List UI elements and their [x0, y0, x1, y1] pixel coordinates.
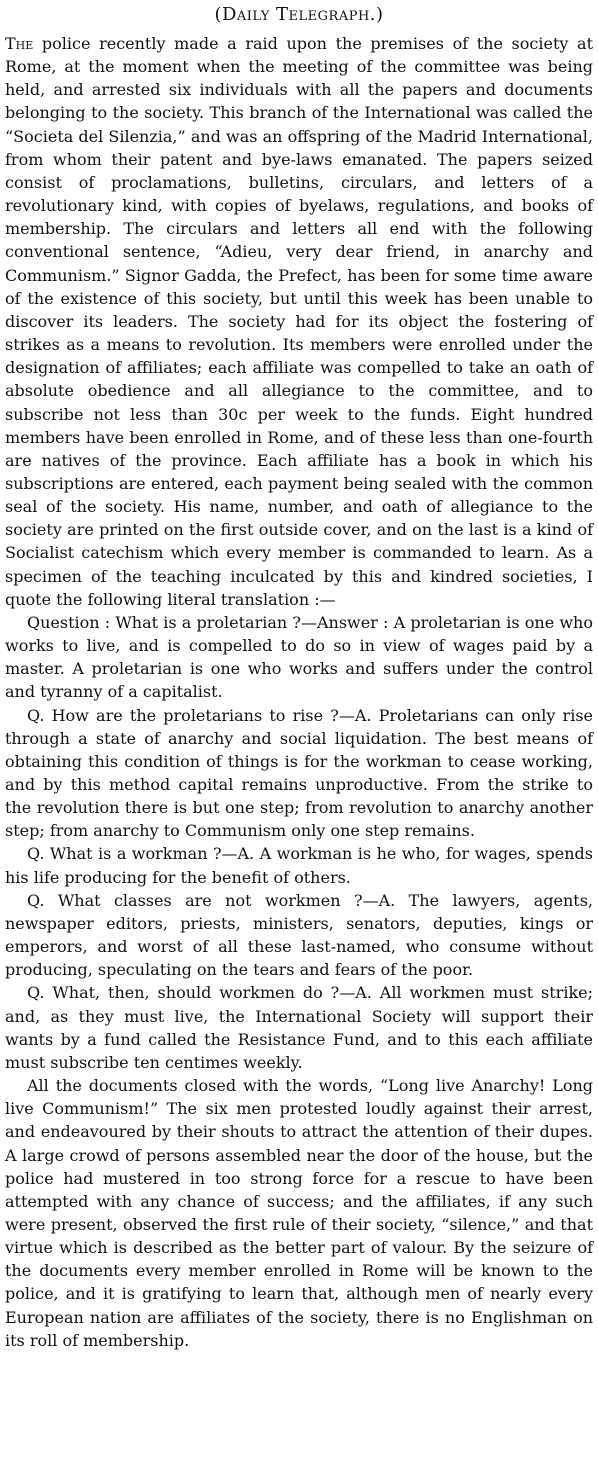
source-heading: (Daily Telegraph.) [214, 4, 384, 25]
catechism-question-rise: Q. How are the proletarians to rise ?—A. Proletarians can only rise through a state of anarchy and social liquidation. The best means of obtaining this condition of things is for the workman to cease working, and by this method capital remains unproductive. From the strike to the revolution there is but one step; from revolution to anarchy another step; from anarchy to Communism only one step remains. [5, 705, 593, 841]
catechism-question-proletarian: Question : What is a proletarian ?—Answer : A proletarian is one who works to live, and is compelled to do so in view of wages paid by a master. A proletarian is one who works and suffers under the control and tyranny of a capitalist. [5, 612, 593, 702]
article-paragraph-closing: All the documents closed with the words, “Long live Anarchy! Long live Communism!” The six men protested loudly against their arrest, and endeavoured by their shouts to attract the attention of their dupes. A large crowd of persons assembled near the door of the house, but the police had mustered in too strong force for a rescue to have been attempted with any chance of success; and the affiliates, if any such were present, observed the first rule of their society, “silence,” and that virtue which is described as the better part of valour. By the seizure of the documents every member enrolled in Rome will be known to the police, and it is gratifying to learn that, although men of nearly every European nation are affiliates of the society, there is no Englishman on its roll of membership. [5, 1076, 593, 1350]
article-paragraph-1 [5, 32, 593, 611]
paragraph-text: police recently made a raid upon the premises of the society at Rome, at the moment when the meeting of the committee was being held, and arrested six individuals with all the papers and documents belonging to the society. This branch of the International was called the “Societa del Silenzia,” and was an offspring of the Madrid International, from whom their patent and bye-laws emanated. The papers seized consist of proclamations, bulletins, circulars, and letters of a revolutionary kind, with copies of byelaws, regulations, and books of membership. The circulars and letters all end with the following conventional sentence, “Adieu, very dear friend, in anarchy and Communism.” Signor Gadda, the Prefect, has been for some time aware of the existence of this society, but until this week has been unable to discover its leaders. The society had for its object the fostering of strikes as a means to revolution. Its members were enrolled under the designation of affiliates; each affiliate was compelled to take an oath of absolute obedience and all allegiance to the committee, and to subscribe not less than 30c per week to the funds. Eight hundred members have been enrolled in Rome, and of these less than one-fourth are natives of the province. Each affiliate has a book in which his subscriptions are entered, each payment being sealed with the common seal of the society. His name, number, and oath of allegiance to the society are printed on the first outside cover, and on the last is a kind of Socialist catechism which every member is commanded to learn. As a specimen of the teaching inculcated by this and kindred societies, I quote the following literal translation :— [5, 34, 593, 609]
catechism-question-workman: Q. What is a workman ?—A. A workman is he who, for wages, spends his life producing for the benefit of others. [5, 844, 593, 887]
newspaper-column [5, 2, 593, 1352]
catechism-question-classes: Q. What classes are not workmen ?—A. The lawyers, agents, newspaper editors, priests, ministers, senators, deputies, kings or emperors, and worst of all these last-named, who consume without producing, speculating on the tears and fears of the poor. [5, 890, 593, 980]
catechism-question-workmen-do: Q. What, then, should workmen do ?—A. All workmen must strike; and, as they must live, the International Society will support their wants by a fund called the Resistance Fund, and to this each affiliate must subscribe ten centimes weekly. [5, 983, 593, 1072]
opening-word: The [5, 34, 34, 53]
